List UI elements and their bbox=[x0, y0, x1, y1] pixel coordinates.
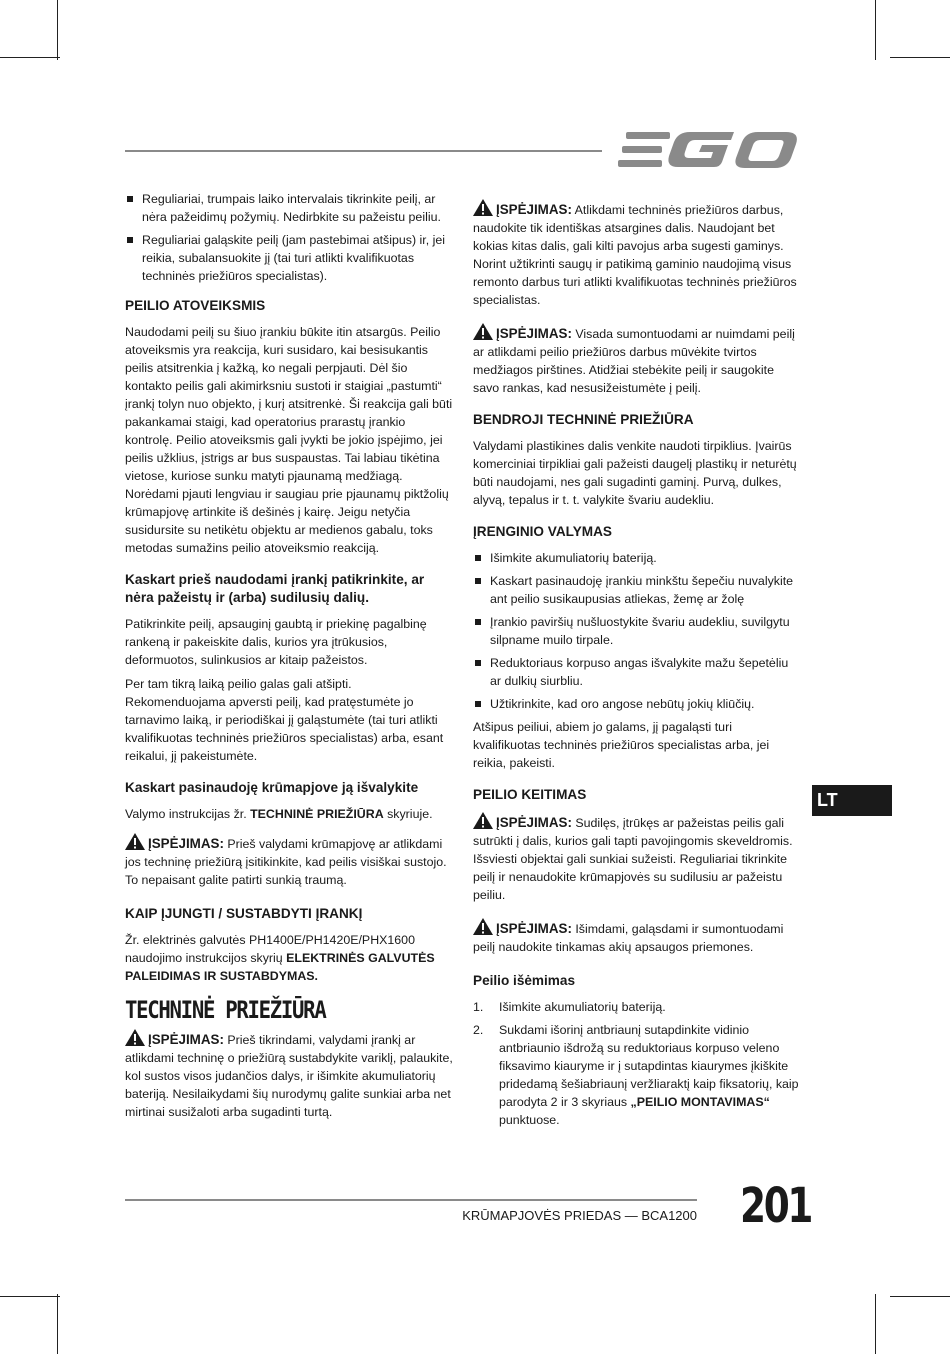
warning-triangle-icon bbox=[473, 199, 493, 216]
paragraph: Žr. elektrinės galvutės PH1400E/PH1420E/PHX1600 naudojimo instrukcijos skyrių ELEKTRINĖS GALVUTĖS PALEIDIMAS IR SUSTABDYMAS. bbox=[125, 933, 435, 983]
bullet-icon bbox=[475, 555, 481, 561]
list-item: Reguliariai galąskite peilį (jam pastebimai atšipus) ir, jei reikia, subalansuokite jį (tai turi atlikti kvalifikuotas techninės priežiūros specialistas). bbox=[125, 231, 453, 285]
paragraph: Naudodami peilį su šiuo įrankiu būkite itin atsargūs. Peilio atoveiksmis yra reakcija, kuri susidaro, kai besisukantis peilis atsitrenkia į kažką, ko negali perpjauti. Dėl šio kontakto peilis gali akimirksniu sustoti ir staigiai „pastumti“ įrankį tolyn nuo objekto, į kurį atsitrenkė. Ši reakcija gali būti pakankamai staigi, kad operatorius prarastų įrankio kontrolę. Peilio atoveiksmis gali įvykti be jokio įspėjimo, jei peilis užklius, įstrigs ar bus suspaustas. Tai labiau tikėtina vietose, kuriose sunku matyti pjaunamą medžiagą. Norėdami pjauti lengviau ir saugiau prie pjaunamų piktžolių krūmapjovę artinkite iš dešinės į kairę. Jeigu netyčia susidursite su netikėtu objektu ar medienos gabalu, toks metodas sumažins peilio atoveiksmio reakciją. bbox=[125, 325, 453, 555]
warning-triangle-icon bbox=[473, 323, 493, 340]
section-heading: PEILIO KEITIMAS bbox=[473, 787, 587, 802]
list-item: Kaskart pasinaudoję įrankiu minkštu šepečiu nuvalykite ant peilio susikaupusias atliekas, žemę ar žolę bbox=[473, 572, 801, 608]
right-column bbox=[473, 199, 801, 1134]
ego-logo bbox=[618, 128, 800, 172]
warning-triangle-icon bbox=[473, 812, 493, 829]
warning-block: ĮSPĖJIMAS: Sudilęs, įtrūkęs ar pažeistas peilis gali sutrūkti į dalis, kurios gali tapti pavojingomis skeveldromis. Išsviesti objektai gali sunkiai sužeisti. Reguliariai tikrinkite peilį ir nenaudokite krūmapjovės su sudilusiu ar pažeistu peiliu. bbox=[473, 812, 801, 904]
chapter-title: TECHNINĖ PRIEŽIŪRA bbox=[125, 996, 326, 1024]
section-heading: Kaskart pasinaudoję krūmapjove ją išvalykite bbox=[125, 780, 419, 795]
paragraph: Atšipus peiliui, abiem jo galams, jį pagaląsti turi kvalifikuotas techninės priežiūros specialistas arba, jei reikia, pakeisti. bbox=[473, 720, 770, 770]
language-tab-label: LT bbox=[817, 790, 838, 810]
crop-mark bbox=[57, 1294, 58, 1354]
list-item: Išimkite akumuliatorių bateriją. bbox=[473, 549, 801, 567]
list-item: Reduktoriaus korpuso angas išvalykite mažu šepetėliu ar dulkių siurbliu. bbox=[473, 654, 801, 690]
crop-mark bbox=[875, 0, 876, 60]
warning-block: ĮSPĖJIMAS: Visada sumontuodami ar nuimdami peilį ar atlikdami peilio priežiūros darbus mūvėkite tvirtos medžiagos pirštines. Atidžiai stebėkite peilį ir saugokite savo rankas, kad nesusižeistumėte į peilį. bbox=[473, 323, 801, 397]
section-heading: KAIP ĮJUNGTI / SUSTABDYTI ĮRANKĮ bbox=[125, 906, 363, 921]
list-item: 1. Išimkite akumuliatorių bateriją. bbox=[473, 1000, 666, 1014]
header-rule bbox=[125, 150, 602, 152]
section-heading: BENDROJI TECHNINĖ PRIEŽIŪRA bbox=[473, 412, 694, 427]
section-heading: ĮRENGINIO VALYMAS bbox=[473, 524, 612, 539]
crop-mark bbox=[0, 1296, 60, 1297]
bullet-icon bbox=[127, 237, 133, 243]
crop-mark bbox=[875, 1294, 876, 1354]
paragraph: Patikrinkite peilį, apsauginį gaubtą ir priekinę pagalbinę rankeną ir pakeiskite dalis, kurios yra įtrūkusios, deformuotos, sulinkusios ar kitaip pažeistos. bbox=[125, 617, 427, 667]
section-heading: PEILIO ATOVEIKSMIS bbox=[125, 298, 266, 313]
language-tab bbox=[812, 785, 892, 816]
warning-block: ĮSPĖJIMAS: Išimdami, galąsdami ir sumontuodami peilį naudokite tinkamas akių apsaugos priemones. bbox=[473, 918, 801, 956]
bullet-icon bbox=[475, 701, 481, 707]
warning-block: ĮSPĖJIMAS: Prieš valydami krūmapjovę ar atlikdami jos techninę priežiūrą įsitikinkite, kad peilis visiškai sustojo. To nepaisant galite patirti sunkią traumą. bbox=[125, 833, 453, 889]
paragraph: Valydami plastikines dalis venkite naudoti tirpiklius. Įvairūs komerciniai tirpikliai gali pažeisti daugelį plastikų ir neturėtų būti naudojami, nes gali sugadinti gaminį. Purvą, dulkes, alyvą, tepalus ir t. t. valykite švariu audekliu. bbox=[473, 439, 797, 507]
paragraph: Per tam tikrą laiką peilio galas gali atšipti. Rekomenduojama apversti peilį, kad pratęstumėte jo tarnavimo laiką, ir periodiškai jį galąstumėte (tai turi atlikti kvalifikuotas techninės priežiūros specialistas) arba, esant reikalui, jį pakeistumėte. bbox=[125, 677, 444, 763]
bullet-icon bbox=[475, 660, 481, 666]
warning-block: ĮSPĖJIMAS: Prieš tikrindami, valydami įrankį ar atlikdami techninę o priežiūrą sustabdykite variklį, palaukite, kol sustos visos judančios dalys, ir išimkite akumuliatorių bateriją. Nesilaikydami šių nurodymų galite sunkiai arba net mirtinai susižaloti arba sugadinti turtą. bbox=[125, 1029, 453, 1121]
left-column bbox=[125, 190, 453, 1129]
crop-mark bbox=[890, 1296, 950, 1297]
paragraph: Valymo instrukcijas žr. TECHNINĖ PRIEŽIŪRA skyriuje. bbox=[125, 807, 433, 821]
section-heading: Peilio išėmimas bbox=[473, 973, 576, 988]
list-item: 2. Sukdami išorinį antbriaunį sutapdinkite vidinio antbriaunio išdrožą su reduktoriaus korpuso veleno fiksavimo kiauryme ir į sutapdintas kiaurymes įkiškite pridedamą šešiabriaunį veržliaraktį kaip fiksatorių, kaip parodyta 2 ir 3 skyriaus „PEILIO MONTAVIMAS“ punktuose. bbox=[473, 1023, 799, 1127]
list-item: Užtikrinkite, kad oro angose nebūtų jokių kliūčių. bbox=[473, 695, 801, 713]
bullet-icon bbox=[475, 578, 481, 584]
crop-mark bbox=[57, 0, 58, 60]
footer-rule bbox=[125, 1199, 697, 1201]
warning-block: ĮSPĖJIMAS: Atlikdami techninės priežiūros darbus, naudokite tik identiškas atsargines dalis. Naudojant bet kokias kitas dalis, gali kilti pavojus arba sugesti gaminys. Norint užtikrinti saugų ir patikimą gaminio naudojimą visus remonto darbus turi atlikti kvalifikuotas techninės priežiūros specialistas. bbox=[473, 199, 801, 309]
section-heading: Kaskart prieš naudodami įrankį patikrinkite, ar nėra pažeistų ir (arba) sudilusių dalių. bbox=[125, 572, 425, 605]
crop-mark bbox=[890, 57, 950, 58]
warning-triangle-icon bbox=[125, 833, 145, 850]
list-item: Įrankio paviršių nušluostykite švariu audekliu, suvilgytu silpname muilo tirpale. bbox=[473, 613, 801, 649]
bullet-icon bbox=[475, 619, 481, 625]
crop-mark bbox=[0, 57, 60, 58]
page-number: 201 bbox=[740, 1178, 812, 1234]
footer-title: KRŪMAPJOVĖS PRIEDAS — BCA1200 bbox=[462, 1208, 697, 1223]
warning-triangle-icon bbox=[473, 918, 493, 935]
list-item: Reguliariai, trumpais laiko intervalais tikrinkite peilį, ar nėra pažeidimų požymių. Nedirbkite su pažeistu peiliu. bbox=[125, 190, 453, 226]
warning-triangle-icon bbox=[125, 1029, 145, 1046]
bullet-icon bbox=[127, 196, 133, 202]
